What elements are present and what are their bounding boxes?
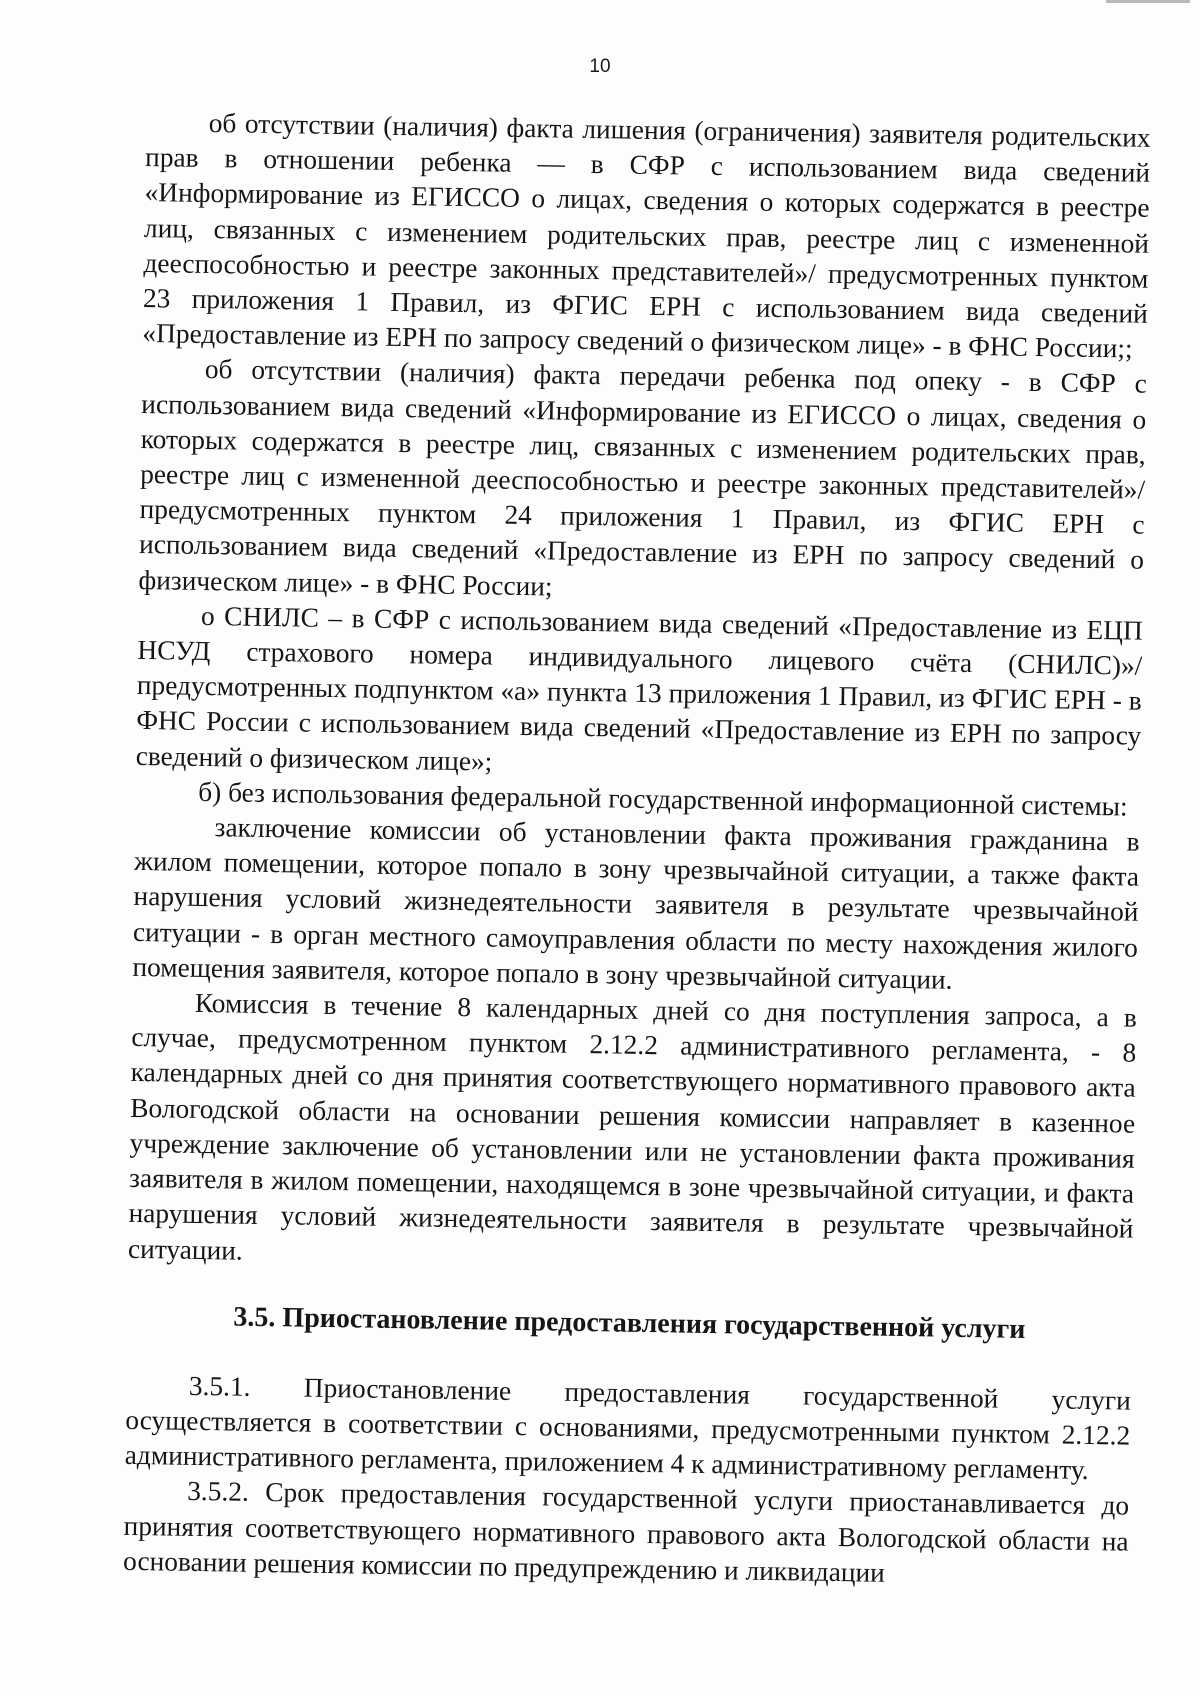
paragraph-parental-rights: об отсутствии (наличия) факта лишения (ограничения) заявителя родительских прав в отношении ребенка — в СФР с использованием вида сведений «Информирование из ЕГИССО о лицах, сведения о которых содержатся в реестре лиц, связанных с изменением родительских прав, реестре лиц с измененной дееспособностью и реестре законных представителей»/ предусмотренных пунктом 23 приложения 1 Правил, из ФГИС ЕРН с использованием вида сведений «Предоставление из ЕРН по запросу сведений о физическом лице» - в ФНС России;; [142,107,1151,364]
paragraph-snils: о СНИЛС – в СФР с использованием вида сведений «Предоставление из ЕЦП НСУД страхового номера индивидуального лицевого счёта (СНИЛС)»/ предусмотренных подпунктом «а» пункта 13 приложения 1 Правил, из ФГИС ЕРН - в ФНС России с использованием вида сведений «Предоставление из ЕРН по запросу сведений о физическом лице»; [135,600,1144,777]
section-heading: 3.5. Приостановление предоставления государственной услуги [233,1301,1026,1345]
document-body [123,105,1151,1595]
page-number: 10 [589,56,611,77]
scan-edge-mark [1106,0,1190,3]
paragraph-3-5-2: 3.5.2. Срок предоставления государственной услуги приостанавливается до принятия соответствующего нормативного правового акта Вологодской области на основании решения комиссии по предупреждению и ликвидации [122,1476,1130,1588]
paragraph-without-fgis: б) без использования федеральной государственной информационной системы: [197,776,1128,822]
paragraph-commission-conclusion: заключение комиссии об установлении факта проживания гражданина в жилом помещении, которое попало в зону чрезвычайной ситуации, а также факта нарушения условий жизнедеятельности заявителя в результате чрезвычайной ситуации - в орган местного самоуправления области по месту нахождения жилого помещения заявителя, которое попало в зону чрезвычайной ситуации. [132,812,1140,995]
paragraph-guardianship: об отсутствии (наличия) факта передачи ребенка под опеку - в СФР с использованием вида сведений «Информирование из ЕГИССО о лицах, сведения о которых содержатся в реестре лиц, связанных с изменением родительских прав, реестре лиц с измененной дееспособностью и реестре законных представителей»/предусмотренных пунктом 24 приложения 1 Правил, из ФГИС ЕРН с использованием вида сведений «Предоставление из ЕРН по запросу сведений о физическом лице» - в ФНС России; [138,354,1147,602]
paragraph-3-5-1: 3.5.1. Приостановление предоставления государственной услуги осуществляется в соответствии с основаниями, предусмотренными пунктом 2.12.2 административного регламента, приложением 4 к административному регламенту. [124,1370,1132,1486]
paragraph-commission-deadline: Комиссия в течение 8 календарных дней со дня поступления запроса, а в случае, предусмотренном пунктом 2.12.2 административного регламента, - 8 календарных дней со дня принятия соответствующего нормативного правового акта Вологодской области на основании решения комиссии направляет в казенное учреждение заключение об установлении или не установлении факта проживания заявителя в жилом помещении, находящемся в зоне чрезвычайной ситуации, и факта нарушения условий жизнедеятельности заявителя в результате чрезвычайной ситуации. [127,987,1138,1266]
